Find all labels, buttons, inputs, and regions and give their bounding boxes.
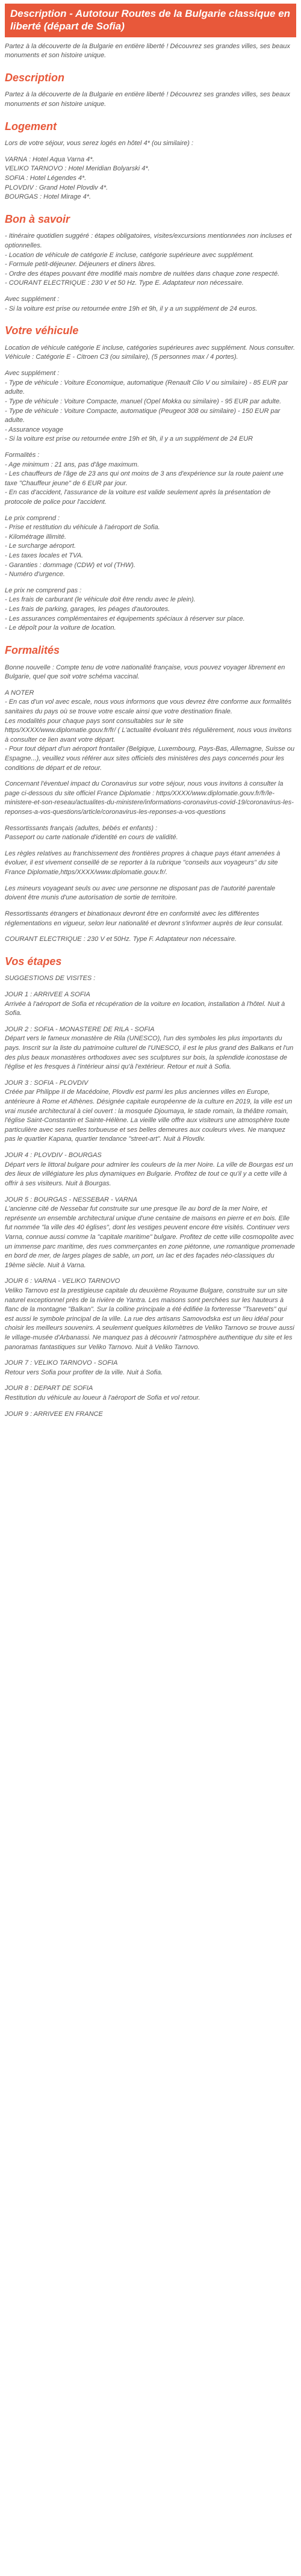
text-line: JOUR 8 : DEPART DE SOFIA [5,1385,93,1392]
intro-text: Partez à la découverte de la Bulgarie en entière liberté ! Découvrez ses grandes villes, ses beaux monuments et son histoire unique. [5,42,290,60]
text-line: - Garanties : dommage (CDW) et vol (THW). [5,561,135,569]
section-heading-logement: Logement [5,120,57,132]
section-heading-description: Description [5,71,65,84]
text-line: - Prise et restitution du véhicule à l'aéroport de Sofia. [5,524,160,532]
text-line: - Ordre des étapes pouvant être modifié mais nombre de nuitées dans chaque zone respecté. [5,270,280,278]
text-block [5,1025,296,1072]
text-line: Les mineurs voyageant seuls ou avec une personne ne disposant pas de l'autorité parentale doivent être munis d'une autorisation de sortie de territoire. [5,884,276,902]
section-heading-bon-a-savoir: Bon à savoir [5,213,70,225]
formalites-content [5,663,296,945]
text-line: Départ vers le fameux monastère de Rila (UNESCO), l'un des symboles les plus importants du pays. Inscrit sur la liste du patrimoine culturel de l'UNESCO, il est le plus grand des Balkans et l'un des plus beaux monastères orthodoxes avec ses sculptures sur bois, la splendide iconostase de l'église et les fresques à l'intérieur ainsi qu'à l'extérieur. Retour et nuit à Sofia. [5,1035,294,1071]
text-block [5,295,296,314]
text-line: - Type de véhicule : Voiture Compacte, automatique (Peugeot 308 ou similaire) - 150 EUR par adulte. [5,407,281,424]
etapes-content [5,974,296,1419]
text-line: - Les assurances complémentaires et équipements spéciaux à réserver sur place. [5,615,245,622]
text-block [5,849,296,878]
text-line: Arrivée à l'aéroport de Sofia et récupération de la voiture en location, installation à l'hôtel. Nuit à Sofia. [5,1000,285,1017]
text-line: - Les frais de carburant (le véhicule doit être rendu avec le plein). [5,596,196,604]
text-line: - Si la voiture est prise ou retournée entre 19h et 9h, il y a un supplément de 24 euros. [5,305,258,312]
text-line: - Assurance voyage [5,426,63,433]
text-line: - Pour tout départ d'un aéroport frontalier (Belgique, Luxembourg, Pays-Bas, Allemagne, Suisse ou Espagne...), veuillez vous référer aux sites officiels des ministères des pays concernés pour les conditions de départ et de retour. [5,745,295,772]
text-block [5,369,296,444]
text-line: - Numéro d'urgence. [5,571,65,579]
text-line: JOUR 6 : VARNA - VELIKO TARNOVO [5,1277,120,1285]
text-line: Véhicule : Catégorie E - Citroen C3 (ou similaire), (5 personnes max / 4 portes). [5,353,238,361]
text-line: Concernant l'éventuel impact du Coronavirus sur votre séjour, nous vous invitons à consulter la page ci-dessous du site officiel France Diplomatie : https/XXXX/www.diplomatie.gouv.fr/fr/le-ministere-et-son-reseau/actualites-du-ministere/informations-coronavirus-covid-19/coronavirus-les-reponses-a-vos-questions/article/coronavirus-les-reponses-a-vos-questions [5,780,294,816]
text-line: Départ vers le littoral bulgare pour admirer les couleurs de la mer Noire. La ville de Bourgas est un des lieux de villégiature les plus dynamiques en Bulgarie. Profitez de tout ce qu'il y a cette ville à offrir à ses visiteurs. Nuit à Bourgas. [5,1161,293,1187]
text-line: - Si la voiture est prise ou retournée entre 19h et 9h, il y a un supplément de 24 EUR [5,435,253,443]
bon-a-savoir-content [5,232,296,314]
text-line: Formalités : [5,451,40,459]
logement-content [5,139,296,202]
text-line: SUGGESTIONS DE VISITES : [5,975,96,982]
text-block [5,990,296,1019]
text-block [5,1359,296,1377]
text-line: A NOTER [5,689,34,697]
text-block [5,824,296,843]
text-line: JOUR 2 : SOFIA - MONASTERE DE RILA - SOFIA [5,1025,155,1033]
text-block [5,780,296,817]
text-line: - Type de véhicule : Voiture Compacte, manuel (Opel Mokka ou similaire) - 95 EUR par adulte. [5,397,282,405]
text-line: Avec supplément : [5,296,60,303]
text-line: - COURANT ELECTRIQUE : 230 V et 50 Hz. Type E. Adaptateur non nécessaire. [5,279,244,287]
text-line: JOUR 9 : ARRIVEE EN FRANCE [5,1410,103,1418]
text-line: - En cas d'un vol avec escale, nous vous informons que vous devrez être conforme aux formalités sanitaires du pays où se trouve votre escale ainsi que votre destination finale. [5,698,291,715]
text-line: VELIKO TARNOVO : Hotel Meridian Bolyarski 4*. [5,165,150,173]
text-line: JOUR 5 : BOURGAS - NESSEBAR - VARNA [5,1196,138,1203]
text-line: Le prix ne comprend pas : [5,586,82,594]
vehicule-content [5,344,296,633]
page-title: Description - Autotour Routes de la Bulgarie classique en liberté (départ de Sofia) [5,4,296,37]
text-line: Bonne nouvelle : Compte tenu de votre nationalité française, vous pouvez voyager librement en Bulgarie, quel que soit votre schéma vaccinal. [5,663,285,681]
text-line: BOURGAS : Hotel Mirage 4*. [5,193,92,201]
text-line: - Age minimum : 21 ans, pas d'âge maximum. [5,461,140,468]
text-block [5,910,296,928]
text-block [5,1196,296,1271]
text-block [5,1384,296,1403]
text-line: Veliko Tarnovo est la prestigieuse capitale du deuxième Royaume Bulgare, construite sur un site naturel exceptionnel près de la rivière de Yantra. Les maisons sont perchées sur les hauteurs à flanc de la montagne "Balkan". Sur la colline principale a été édifiée la forteresse "Tsarevets" qui est aussi le symbole principal de la ville. La rue des artisans Samovodska est un lieu idéal pour choisir les meilleurs souvenirs. A seulement quelques kilomètres de Veliko Tarnovo se trouve aussi le village-musée d'Arbanassi. Ne manquez pas à découvrir l'atmosphère authentique du site et les panoramas fantastiques sur Veliko Tarnovo. Nuit à Veliko Tarnovo. [5,1287,294,1351]
text-block [5,935,296,945]
text-line: Ressortissants français (adultes, bébés et enfants) : [5,824,158,832]
text-line: Les modalités pour chaque pays sont consultables sur le site https/XXXX/www.diplomatie.gouv.fr/fr/ ( L'actualité évoluant très régulièrement, nous vous invitons à consulter ce lien avant votre départ. [5,717,292,743]
text-block [5,451,296,507]
text-line: - Type de véhicule : Voiture Economique, automatique (Renault Clio V ou similaire) - 85 EUR par adulte. [5,379,288,396]
text-line: - Formule petit-déjeuner. Déjeuners et diners libres. [5,261,156,268]
text-block [5,1277,296,1352]
text-line: JOUR 4 : PLOVDIV - BOURGAS [5,1152,102,1159]
text-block [5,663,296,682]
text-line: Les règles relatives au franchissement des frontières propres à chaque pays étant amenées à évoluer, il est vivement conseillé de se reporter à la rubrique "conseils aux voyageurs" du site France Diplomatie,https/XXXX/www.diplomatie.gouv.fr/. [5,849,281,877]
text-line: - Kilométrage illimité. [5,533,67,541]
text-line: Restitution du véhicule au loueur à l'aéroport de Sofia et vol retour. [5,1394,200,1402]
section-heading-vehicule: Votre véhicule [5,324,79,337]
text-block [5,514,296,580]
description-text: Partez à la découverte de la Bulgarie en entière liberté ! Découvrez ses grandes villes, ses beaux monuments et son histoire unique. [5,91,290,108]
text-line: - Le dépoît pour la voiture de location. [5,624,116,632]
section-heading-formalites: Formalités [5,644,60,656]
text-line: Passeport ou carte nationale d'identité en cours de validité. [5,834,178,842]
text-block [5,155,296,202]
text-line: JOUR 7 : VELIKO TARNOVO - SOFIA [5,1359,118,1367]
text-block [5,232,296,288]
text-block [5,586,296,633]
text-line: Avec supplément : [5,370,60,377]
text-line: Location de véhicule catégorie E incluse, catégories supérieures avec supplément. Nous consulter. [5,344,296,352]
text-line: - Itinéraire quotidien suggéré : étapes obligatoires, visites/excursions mentionnées non incluses et optionnelles. [5,232,292,249]
text-line: Lors de votre séjour, vous serez logés en hôtel 4* (ou similaire) : [5,140,194,147]
section-heading-etapes: Vos étapes [5,955,62,967]
text-block [5,884,296,903]
text-line: - Le surcharge aéroport. [5,542,76,550]
text-block [5,344,296,362]
text-line: Ressortissants étrangers et binationaux devront être en conformité avec les différentes réglementations en vigueur, selon leur nationalité et devront s'informer auprès de leur consulat. [5,910,284,927]
text-line: - En cas d'accident, l'assurance de la voiture est valide seulement après la présentation de protocole de police pour l'accident. [5,489,271,506]
text-line: - Les taxes locales et TVA. [5,552,84,560]
text-block [5,139,296,149]
text-block [5,1410,296,1420]
text-line: JOUR 1 : ARRIVEE A SOFIA [5,990,90,998]
text-line: - Les chauffeurs de l'âge de 23 ans qui ont moins de 3 ans d'expérience sur la route paient une taxe "Chauffeur jeune" de 6 EUR par jour. [5,470,284,487]
text-line: SOFIA : Hotel Légendes 4*. [5,174,87,182]
text-line: COURANT ELECTRIQUE : 230 V et 50Hz. Type F. Adaptateur non nécessaire. [5,936,237,943]
text-line: Retour vers Sofia pour profiter de la ville. Nuit à Sofia. [5,1368,163,1376]
text-block [5,1079,296,1144]
text-line: PLOVDIV : Grand Hotel Plovdiv 4*. [5,184,108,191]
text-block [5,689,296,773]
text-line: JOUR 3 : SOFIA - PLOVDIV [5,1079,88,1087]
text-line: L'ancienne cité de Nessebar fut construite sur une presque île au bord de la mer Noire, et représente un ensemble architectural unique d'une centaine de maisons en pierre et en bois. Elle fut nommée "la ville des 40 églises", dont les vestiges peuvent encore être visités. Continuer vers Varna, connue aussi comme la "capitale maritime" bulgare. Profitez de cette ville cosmopolite avec un immense parc maritime, des rues commerçantes en zone piétonne, une romantique promenade en bord de mer, de larges plages de sable, un port, un lac et des façades néo-classiques du 19ème siècle. Nuit à Varna. [5,1205,295,1269]
text-line: Créée par Philippe II de Macédoine, Plovdiv est parmi les plus anciennes villes en Europe, antérieure à Rome et Athènes. Désignée capitale européenne de la culture en 2019, la ville est un vrai musée architectural à ciel ouvert : la mosquée Djoumaya, le stade romain, la théâtre romain, l'église Saint-Constantin et Sainte-Hélène. La vieille ville offre aux visiteurs une atmosphère toute particulière avec ses ruelles torbueuse et ses belles demeures aux couleurs vives. Ne manquez pas le quartier Kapana, quartier tendance "street-art". Nuit à Plovdiv. [5,1088,293,1143]
text-block [5,974,296,984]
text-line: - Les frais de parking, garages, les péages d'autoroutes. [5,606,170,613]
text-line: - Location de véhicule de catégorie E incluse, catégorie supérieure avec supplément. [5,251,254,259]
text-line: Le prix comprend : [5,514,60,522]
text-block [5,1151,296,1188]
text-line: VARNA : Hotel Aqua Varna 4*. [5,155,95,163]
